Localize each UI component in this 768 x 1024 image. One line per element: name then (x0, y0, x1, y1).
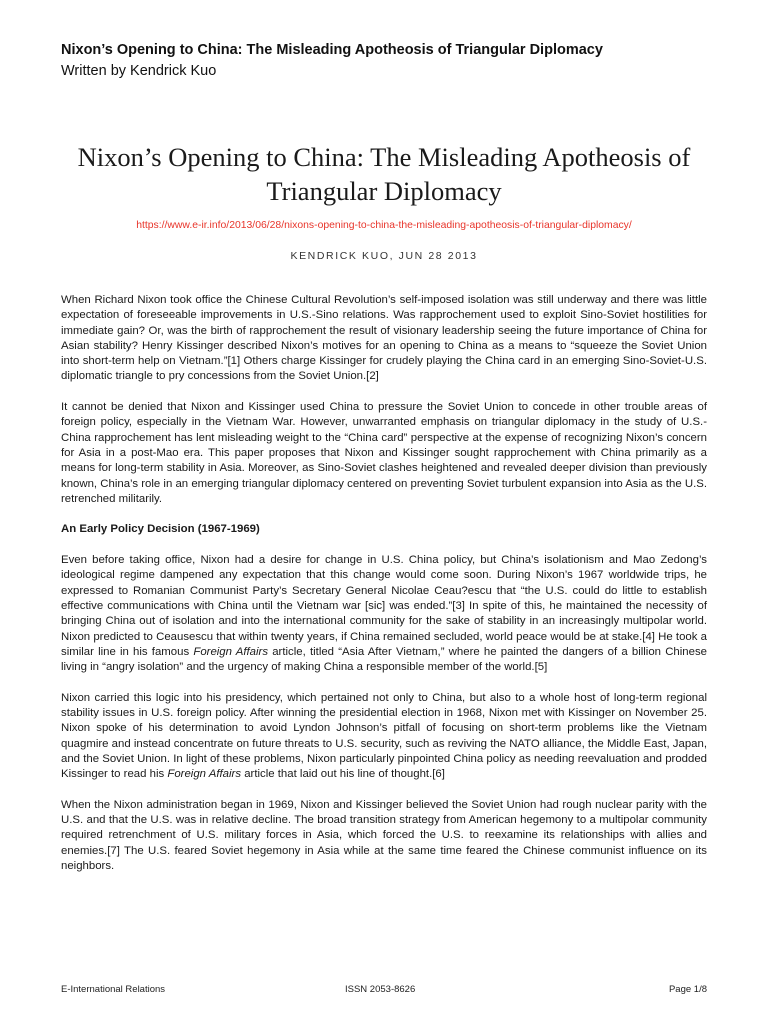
paragraph-4-part-1: Nixon carried this logic into his presidency, which pertained not only to China, but also to a whole host of long-term regional stability issues in U.S. foreign policy. After winning the presidential election in 1968, Nixon met with Kissinger on November 25. Nixon spoke of his determination to avoid Lyndon Johnson’s pitfall of focusing on short-term problems like the Vietnam quagmire and instead concentrate on future threats to U.S. security, such as reviving the NATO alliance, the Middle East, Japan, and the Soviet Union. In light of these problems, Nixon particularly pinpointed China policy as needing reevaluation and prodded Kissinger to read his (61, 691, 707, 781)
byline: KENDRICK KUO, JUN 28 2013 (290, 250, 478, 262)
paragraph-4 (61, 691, 707, 783)
article-body (61, 293, 707, 890)
running-header-author: Written by Kendrick Kuo (61, 63, 217, 79)
footer-publisher: E-International Relations (61, 984, 166, 995)
footer-page-number: Page 1/8 (668, 984, 707, 995)
section-heading: An Early Policy Decision (1967-1969) (61, 523, 260, 536)
paragraph-3-part-1: Even before taking office, Nixon had a desire for change in U.S. China policy, but China’s isolationism and Mao Zedong’s ideological regime dampened any expectation that this change would come soon. During Nixon’s 1967 worldwide trips, he expressed to Romanian Communist Party’s Secretary General Nicolae Ceau?escu that “the U.S. could do little to establish effective communications with China until the Vietnam war [sic] was ended.”[3] In spite of this, he maintained the necessity of bringing China out of isolation and into the international community for the sake of stability in an increasingly multipolar world. Nixon predicted to Ceausescu that within twenty years, if China remained secluded, world peace would be at stake.[4] He took a similar line in his famous (61, 554, 707, 658)
paragraph-5: When the Nixon administration began in 1969, Nixon and Kissinger believed the Soviet Union had rough nuclear parity with the U.S. and that the U.S. was in relative decline. The broad transition strategy from American hegemony to a multipolar community required retrenchment of U.S. military forces in Asia, which forced the U.S. to reexamine its relationships with allies and enemies.[7] The U.S. feared Soviet hegemony in Asia while at the same time feared the Chinese communist influence on its neighbors. (61, 798, 707, 872)
source-url-link[interactable]: https://www.e-ir.info/2013/06/28/nixons-opening-to-china-the-misleading-apotheosis-of-triangular-diplomacy/ (136, 220, 632, 231)
paragraph-3 (61, 553, 707, 675)
running-header-title: Nixon’s Opening to China: The Misleading Apotheosis of Triangular Diplomacy (61, 42, 603, 58)
paragraph-3-part-2: article, titled “Asia After Vietnam,” where he painted the dangers of a billion Chinese living in “angry isolation” and the urgency of making China a responsible member of the world.[5] (61, 645, 707, 674)
paragraph-2: It cannot be denied that Nixon and Kissinger used China to pressure the Soviet Union to concede in other trouble areas of foreign policy, especially in the Vietnam War. However, unwarranted emphasis on triangular diplomacy in the study of U.S.-China rapprochement has lent misleading weight to the “China card” perspective at the expense of recognizing Nixon’s concern for Asia in a post-Mao era. This paper proposes that Nixon and Kissinger sought rapprochement with China primarily as a means for long-term stability in Asia. Moreover, as Sino-Soviet clashes heightened and revealed deeper division than previously known, China’s role in an emerging triangular diplomacy centered on preventing Soviet turbulent expansion into Asia as the U.S. retrenched militarily. (61, 401, 707, 505)
footer-issn: ISSN 2053-8626 (345, 984, 416, 995)
paragraph-4-italic: Foreign Affairs (167, 768, 242, 781)
page-footer (61, 984, 707, 998)
paragraph-1: When Richard Nixon took office the Chinese Cultural Revolution’s self-imposed isolation was still underway and there was little expectation of foreseeable improvements in U.S.-Sino relations. Was rapprochement used to exploit Sino-Soviet hostilities for immediate gain? Or, was the birth of rapprochement the result of visionary leadership seeing the future importance of China for Asian stability? Henry Kissinger described Nixon’s motives for an opening to China as a means to “squeeze the Soviet Union into short-term help on Vietnam.”[1] Others charge Kissinger for crudely playing the China card in an emerging Sino-Soviet-U.S. diplomatic triangle to pry concessions from the Soviet Union.[2] (61, 294, 707, 383)
paragraph-4-part-2: article that laid out his line of thought.[6] (241, 768, 445, 781)
article-title: Nixon’s Opening to China: The Misleading Apotheosis of Triangular Diplomacy (77, 142, 691, 206)
paragraph-3-italic: Foreign Affairs (193, 645, 269, 658)
